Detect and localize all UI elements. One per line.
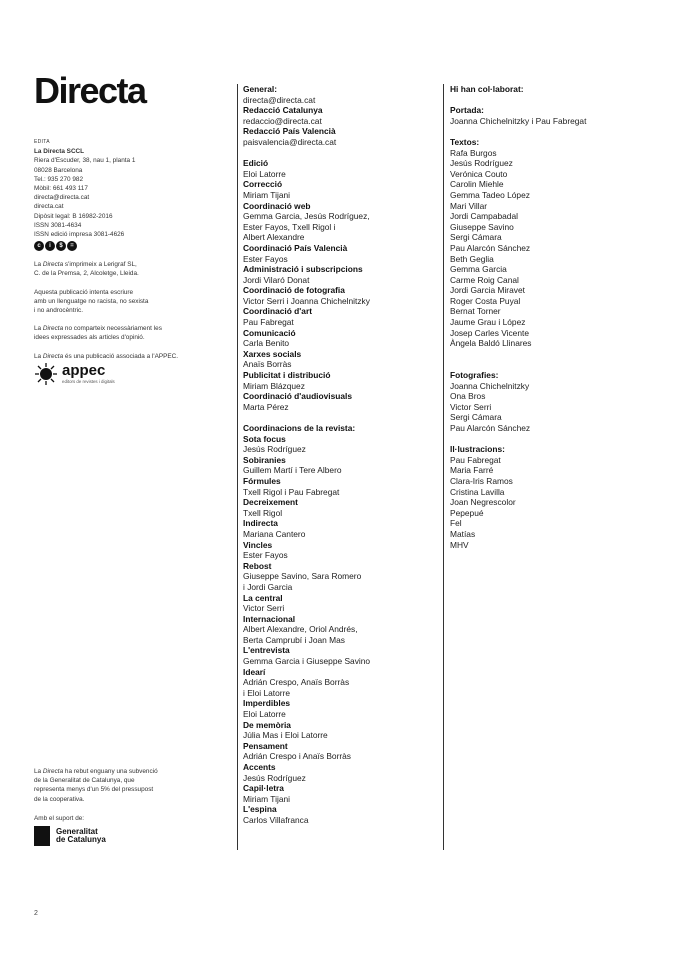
credit-value: Sergi Cámara <box>450 232 502 243</box>
credit-heading: L'entrevista <box>243 645 290 656</box>
credit-value: Jaume Grau i López <box>450 317 526 328</box>
credit-value: Giuseppe Savino <box>450 221 514 232</box>
credit-heading: Redacció País Valencià <box>243 126 336 137</box>
credit-value: paisvalencia@directa.cat <box>243 136 337 147</box>
credit-value: Joanna Chichelnitzky <box>450 380 530 391</box>
credit-heading: Idearí <box>243 666 266 677</box>
credit-heading: Rebost <box>243 560 272 571</box>
credit-value: Mariana Cantero <box>243 528 306 539</box>
credit-value: directa@directa.cat <box>243 94 316 105</box>
credit-value: Bernat Torner <box>450 306 501 317</box>
credit-heading: Imperdibles <box>243 698 291 709</box>
credit-value: Jesús Rodríguez <box>243 772 306 783</box>
credit-heading: Pensament <box>243 740 288 751</box>
language-note: Aquesta publicació intenta escriure amb un llenguatge no racista, no sexista i no androcèntric. <box>34 288 149 315</box>
appec-wordmark: appec <box>62 362 106 379</box>
credit-value: Gemma Garcia, Jesús Rodríguez, <box>243 211 370 222</box>
credit-heading: Coordinació web <box>243 200 311 211</box>
credit-value: Txell Rigol i Pau Fabregat <box>243 486 340 497</box>
credit-heading: Coordinació d'art <box>243 306 312 317</box>
credit-heading: Internacional <box>243 613 296 624</box>
credit-heading: Administració i subscripcions <box>243 264 363 275</box>
credit-value: Jesús Rodríguez <box>243 444 306 455</box>
imprint-block <box>34 138 224 361</box>
credit-heading: Fotografies: <box>450 370 499 381</box>
credit-heading: Coordinació de fotografia <box>243 285 345 296</box>
credit-value: Àngela Baldó Llinares <box>450 338 532 349</box>
logo-text: Directa <box>34 70 146 108</box>
credit-heading: La central <box>243 592 283 603</box>
credit-value: Eloi Latorre <box>243 709 286 720</box>
credit-value: Miriam Blázquez <box>243 380 305 391</box>
credit-value: Albert Alexandre, Oriol Andrés, <box>243 624 358 635</box>
credit-value: Pepepué <box>450 507 484 518</box>
attribution-icon: i <box>45 241 55 251</box>
credit-value: Miriam Tijani <box>243 189 290 200</box>
credit-value: Miriam Tijani <box>243 793 290 804</box>
credit-value: Berta Camprubí i Joan Mas <box>243 634 345 645</box>
column-divider <box>443 84 444 850</box>
credit-heading: Il·lustracions: <box>450 444 505 455</box>
credit-value: Albert Alexandre <box>243 232 305 243</box>
email-link[interactable]: directa@directa.cat <box>34 194 90 202</box>
credit-value: Gemma Tadeo López <box>450 189 530 200</box>
credit-value: Carolin Miehle <box>450 179 504 190</box>
credit-value: Guillem Martí i Tere Albero <box>243 465 342 476</box>
credit-value: Giuseppe Savino, Sara Romero <box>243 571 362 582</box>
publisher-name: La Directa SCCL <box>34 148 85 156</box>
generalitat-emblem-icon <box>34 826 50 846</box>
credit-value: Anaïs Borràs <box>243 359 292 370</box>
credit-value: Gemma Garcia <box>450 264 507 275</box>
credit-value: Carlos Villafranca <box>243 814 309 825</box>
creative-commons-icon: c <box>34 241 44 251</box>
credit-value: Victor Serri <box>450 401 492 412</box>
spacer <box>450 359 586 370</box>
credit-value: Victor Serri <box>243 603 285 614</box>
printer-note: La Directa s'imprimeix a Lerigraf SL, C. de la Premsa, 2, Alcoletge, Lleida. <box>34 261 139 278</box>
credit-heading: Decreixement <box>243 497 298 508</box>
credit-heading: Coordinació País Valencià <box>243 242 348 253</box>
credit-value: Pau Alarcón Sánchez <box>450 242 531 253</box>
credit-value: Verónica Couto <box>450 168 508 179</box>
credit-heading: Sota focus <box>243 433 286 444</box>
credit-heading: Edició <box>243 158 269 169</box>
credit-value: Marta Pérez <box>243 401 289 412</box>
edita-label: EDITA <box>34 139 50 145</box>
credit-heading: Redacció Catalunya <box>243 105 323 116</box>
credit-value: Mari Villar <box>450 200 488 211</box>
credit-value: Jordi Campabadal <box>450 211 518 222</box>
credit-heading: Textos: <box>450 136 480 147</box>
credit-value: Joanna Chichelnitzky i Pau Fabregat <box>450 115 587 126</box>
spacer <box>450 434 586 445</box>
address-line: Tel.: 935 270 982 <box>34 175 84 183</box>
credit-value: Jordi Garcia Miravet <box>450 285 525 296</box>
appec-note: La Directa és una publicació associada a l'APPEC. <box>34 352 179 360</box>
credit-value: Maria Farré <box>450 465 494 476</box>
spacer <box>450 126 586 137</box>
credit-heading: General: <box>243 84 277 94</box>
credit-value: Matías <box>450 528 476 539</box>
credit-value: Carla Benito <box>243 338 290 349</box>
credit-value: Eloi Latorre <box>243 168 286 179</box>
address-line: ISSN edició impresa 3081-4626 <box>34 231 125 239</box>
credit-heading: Correcció <box>243 179 283 190</box>
generalitat-name: de Catalunya <box>56 835 106 844</box>
credit-value: Gemma Garcia i Giuseppe Savino <box>243 656 371 667</box>
credit-value: Ester Fayos <box>243 253 288 264</box>
credit-value: Jesús Rodríguez <box>450 158 513 169</box>
credit-value: Adrián Crespo, Anaïs Borràs <box>243 677 350 688</box>
credit-heading: Comunicació <box>243 327 296 338</box>
credit-heading: Portada: <box>450 105 484 116</box>
address-line: Riera d'Escuder, 38, nau 1, planta 1 <box>34 157 136 165</box>
spacer <box>450 349 586 360</box>
address-line: 08028 Barcelona <box>34 166 83 174</box>
credit-value: Beth Geglia <box>450 253 494 264</box>
noncommercial-icon: $ <box>56 241 66 251</box>
credit-value: i Eloi Latorre <box>243 687 291 698</box>
spacer <box>450 95 586 106</box>
credit-heading: Coordinació d'audiovisuals <box>243 391 353 402</box>
credit-value: Clara-Iris Ramos <box>450 475 513 486</box>
website-link[interactable]: directa.cat <box>34 203 64 211</box>
credit-heading: Publicitat i distribució <box>243 370 331 381</box>
credit-heading: Accents <box>243 762 276 772</box>
credit-value: Fel <box>450 518 462 529</box>
credit-value: Pau Fabregat <box>450 454 501 465</box>
credit-value: Victor Serri i Joanna Chichelnitzky <box>243 295 370 306</box>
spacer <box>243 412 370 423</box>
credit-value: i Jordi Garcia <box>243 581 293 592</box>
credit-value: Ester Fayos, Txell Rigol i <box>243 221 336 232</box>
credit-heading: Fórmules <box>243 475 281 486</box>
credit-heading: Capil·letra <box>243 783 284 794</box>
credit-heading: Hi han col·laborat: <box>450 84 524 94</box>
subsidy-note: La Directa ha rebut enguany una subvenció de la Generalitat de Catalunya, que representa menys d'un 5% del pressupost de la cooperativa. <box>34 768 158 803</box>
address-line: Dipòsit legal: B 16982-2016 <box>34 212 113 220</box>
credit-heading: Coordinacions de la revista: <box>243 423 356 433</box>
directa-logo <box>34 68 158 113</box>
opinion-disclaimer: La Directa no comparteix necessàriament les idees expressades als articles d'opinió. <box>34 325 162 342</box>
directa-logo-mark <box>34 68 158 108</box>
credit-value: Sergi Cámara <box>450 412 502 423</box>
credit-value: Pau Fabregat <box>243 317 294 328</box>
credit-value: Jordi Vilaró Donat <box>243 274 310 285</box>
creative-commons-badges <box>34 241 224 251</box>
staff-credits-column <box>243 84 370 826</box>
column-divider <box>237 84 238 850</box>
credit-value: Josep Carles Vicente <box>450 327 529 338</box>
credit-value: Joan Negrescolor <box>450 497 516 508</box>
address-line: Mòbil: 661 493 117 <box>34 185 88 193</box>
credit-value: Cristina Lavilla <box>450 486 505 497</box>
credit-heading: L'espina <box>243 804 277 815</box>
address-line: ISSN 3081-4634 <box>34 221 82 229</box>
credit-heading: Vincles <box>243 539 273 550</box>
credit-value: Txell Rigol <box>243 507 283 518</box>
generalitat-name: Generalitat <box>56 826 98 836</box>
support-label: Amb el suport de: <box>34 815 85 822</box>
credit-value: Ona Bros <box>450 391 486 402</box>
credit-heading: Xarxes socials <box>243 348 302 359</box>
credit-value: Pau Alarcón Sánchez <box>450 423 531 433</box>
appec-burst-icon <box>34 362 58 386</box>
sharealike-icon: = <box>67 241 77 251</box>
credit-value: Ester Fayos <box>243 550 288 561</box>
contributors-column <box>450 84 586 550</box>
credit-value: redaccio@directa.cat <box>243 115 322 126</box>
credit-heading: Indirecta <box>243 518 278 529</box>
credit-value: Carme Roig Canal <box>450 274 519 285</box>
credit-heading: Sobiranies <box>243 454 286 465</box>
credit-value: Roger Costa Puyal <box>450 295 521 306</box>
spacer <box>243 148 370 159</box>
credit-heading: De memòria <box>243 719 291 730</box>
page-number: 2 <box>34 910 38 917</box>
credit-value: Júlia Mas i Eloi Latorre <box>243 730 328 741</box>
credit-value: MHV <box>450 539 469 550</box>
appec-tagline: editors de revistes i digitals <box>62 379 115 384</box>
appec-logo <box>34 362 115 386</box>
generalitat-logo <box>34 826 106 846</box>
credit-value: Rafa Burgos <box>450 147 497 158</box>
credit-value: Adrián Crespo i Anaïs Borràs <box>243 751 351 762</box>
